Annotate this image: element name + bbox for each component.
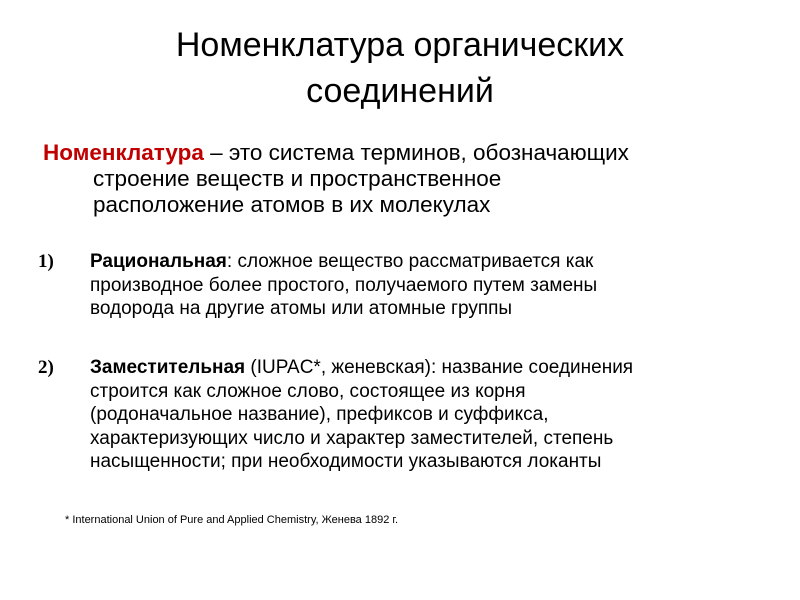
- definition-line-3: расположение атомов в их молекулах: [93, 192, 491, 217]
- slide-title: [0, 22, 800, 114]
- definition-paragraph: [43, 140, 763, 218]
- list-item-line-2: производное более простого, получаемого путем замены: [90, 274, 598, 296]
- list-item-first-line-rest: : сложное вещество рассматривается как: [226, 251, 594, 272]
- list-item-line-1: [90, 356, 770, 380]
- definition-line-1: [43, 140, 763, 166]
- list-item-line-3: (родоначальное название), префиксов и суффикса,: [90, 404, 549, 425]
- list-item-line-2: строится как сложное слово, состоящее из корня: [90, 380, 526, 402]
- list-item-first-line-rest: (IUPAC*, женевская): название соединения: [245, 357, 634, 378]
- definition-term: Номенклатура: [43, 140, 204, 165]
- list-item-line-5: насыщенности; при необходимости указываются локанты: [90, 451, 602, 472]
- list-item-line-3: водорода на другие атомы или атомные группы: [90, 298, 513, 319]
- footnote: * International Union of Pure and Applied Chemistry, Женева 1892 г.: [65, 514, 399, 526]
- list-item-text: [90, 250, 770, 321]
- definition-line-2: строение веществ и пространственное: [93, 166, 502, 191]
- list-item-line-4: характеризующих число и характер заместителей, степень: [90, 427, 614, 449]
- list-item-text: [90, 356, 770, 474]
- slide-title-line-1: Номенклатура органических: [175, 26, 625, 64]
- slide-title-line-2: соединений: [306, 72, 494, 110]
- list-item-number: 2): [38, 357, 54, 378]
- list-item-term: Рациональная: [90, 251, 227, 272]
- definition-first-line-rest: – это система терминов, обозначающих: [203, 140, 629, 165]
- list-item-number: 1): [38, 251, 54, 272]
- list-item-term: Заместительная: [90, 357, 246, 378]
- list-item-line-1: [90, 250, 770, 274]
